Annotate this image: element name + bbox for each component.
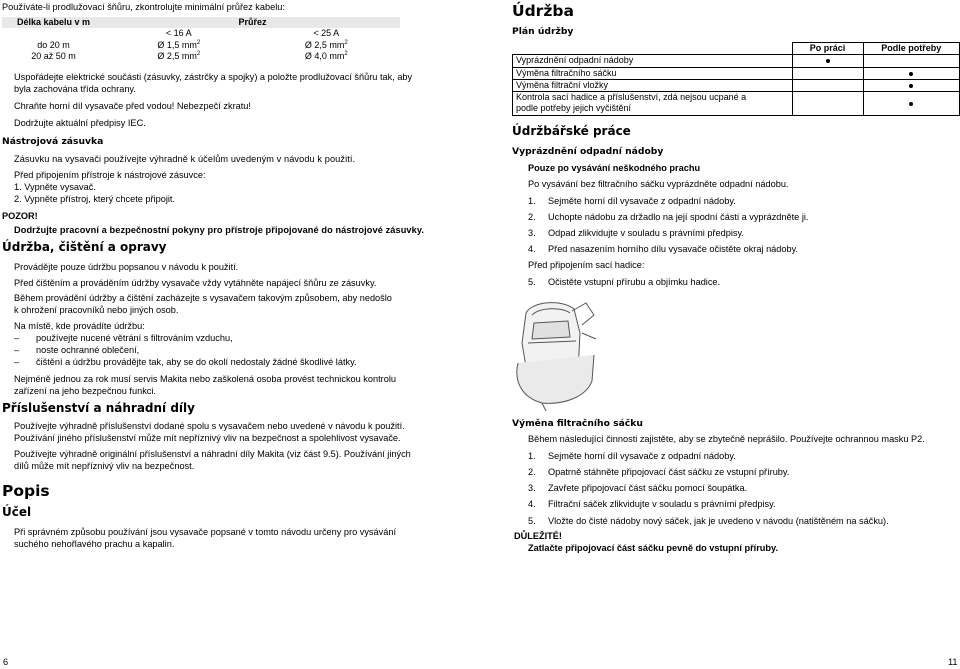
maint-dash-1: používejte nucené větrání s filtrováním vzduchu,: [36, 333, 233, 343]
cable-header-section: Průřez: [238, 17, 267, 27]
table-row: [513, 92, 960, 116]
bag-step-4: Filtrační sáček zlikvidujte v souladu s právními předpisy.: [548, 499, 776, 509]
maint-para-5b: zařízení na jeho bezpečnou funkci.: [14, 386, 156, 396]
table-row: [513, 67, 960, 79]
empty-step-2: Uchopte nádobu za držadlo na její spodní části a vyprázdněte ji.: [548, 212, 809, 222]
plan-header-needed: Podle potřeby: [863, 43, 960, 55]
cable-row2-len: 20 až 50 m: [31, 50, 76, 61]
socket-para-1: Zásuvku na vysavači používejte výhradně k účelům uvedeným v návodu k použití.: [14, 154, 356, 164]
dash-3: –: [14, 357, 20, 367]
cable-sub-25a: < 25 A: [313, 28, 340, 39]
step-num: 4.: [528, 244, 536, 254]
socket-para-2: Před připojením přístroje k nástrojové zásuvce:: [14, 170, 206, 180]
para-layout-b: byla zachována třída ochrany.: [14, 84, 136, 94]
bag-step-1: Sejměte horní díl vysavače z odpadní nádoby.: [548, 451, 736, 461]
step-num: 5.: [528, 516, 536, 526]
acc-para-1a: Používejte výhradně příslušenství dodané spolu s vysavačem nebo uvedené v návodu k použití.: [14, 421, 405, 431]
vacuum-illustration-icon: [512, 293, 602, 411]
cable-row2-b: Ø 4,0 $mm^2$: [304, 50, 348, 61]
right-title: Údržba: [512, 2, 574, 20]
bag-step-5: Vložte do čisté nádoby nový sáček, jak je uvedeno v návodu (natištěném na sáčku).: [548, 516, 889, 526]
maint-para-4: Na místě, kde provádíte údržbu:: [14, 321, 145, 331]
step-num: 5.: [528, 277, 536, 287]
empty-step-5: Očistěte vstupní přírubu a objímku hadice.: [548, 277, 721, 287]
para-water-warning: Chraňte horní díl vysavače před vodou! Nebezpečí zkratu!: [14, 101, 251, 111]
acc-para-2b: dílů může mít nepříznivý vliv na bezpečnost.: [14, 461, 195, 471]
maint-para-1: Provádějte pouze údržbu popsanou v návodu k použití.: [14, 262, 239, 272]
maintenance-plan-table: [512, 42, 960, 116]
acc-para-2a: Používejte výhradně originální příslušenství a náhradní díly Makita (viz část 9.5). Používání jiných: [14, 449, 411, 459]
maint-dash-3: čištění a údržbu provádějte tak, aby se do okolí nedostaly žádné škodlivé látky.: [36, 357, 357, 367]
plan-header-after: Po práci: [792, 43, 863, 55]
maint-work-title: Údržbářské práce: [512, 124, 631, 138]
step-num: 2.: [528, 212, 536, 222]
plan-title: Plán údržby: [512, 26, 574, 37]
para-layout-a: Uspořádejte elektrické součásti (zásuvky, zástrčky a spojky) a položte prodlužovací šňůru tak, aby: [14, 72, 413, 82]
plan-row-label: Výměna filtračního sáčku: [513, 67, 793, 79]
maint-title: Údržba, čištění a opravy: [2, 240, 167, 254]
plan-row-label: Vyprázdnění odpadní nádoby: [513, 55, 793, 67]
pozor-label: POZOR!: [2, 211, 38, 221]
acc-title: Příslušenství a náhradní díly: [2, 401, 195, 415]
empty-step-4: Před nasazením horního dílu vysavače očistěte okraj nádoby.: [548, 244, 799, 254]
cable-row1-b: Ø 2,5 $mm^2$: [304, 39, 348, 50]
socket-step-1: 1. Vypněte vysavač.: [14, 182, 96, 192]
cable-row1-len: do 20 m: [37, 39, 70, 50]
bag-para: Během následující činnosti zajistěte, aby se zbytečně neprášilo. Používejte ochrannou masku P2.: [528, 434, 925, 444]
empty-subtitle: Pouze po vysávání neškodného prachu: [528, 163, 701, 173]
bullet-dot: [909, 72, 913, 76]
intro-text: Používáte-li prodlužovací šňůru, zkontrolujte minimální průřez kabelu:: [2, 2, 285, 12]
empty-para: Po vysávání bez filtračního sáčku vyprázdněte odpadní nádobu.: [528, 179, 789, 189]
cable-row1-a: Ø 1,5 $mm^2$: [157, 39, 201, 50]
table-row: [513, 55, 960, 67]
empty-step-3: Odpad zlikvidujte v souladu s právními předpisy.: [548, 228, 744, 238]
bag-step-3: Zavřete připojovací část sáčku pomocí šoupátka.: [548, 483, 748, 493]
cable-row2-a: Ø 2,5 $mm^2$: [157, 50, 201, 61]
socket-title: Nástrojová zásuvka: [2, 136, 104, 147]
para-iec: Dodržujte aktuální předpisy IEC.: [14, 118, 146, 128]
pozor-text: Dodržujte pracovní a bezpečnostní pokyny pro přístroje připojované do nástrojové zásuvky.: [14, 225, 424, 235]
ucel-title: Účel: [2, 505, 32, 519]
bullet-dot: [909, 84, 913, 88]
step-num: 1.: [528, 196, 536, 206]
maint-para-3a: Během provádění údržby a čištění zacházejte s vysavačem takovým způsobem, aby nedošlo: [14, 293, 392, 303]
ucel-para-a: Při správném způsobu používání jsou vysavače popsané v tomto návodu určeny pro vysávání: [14, 527, 397, 537]
page-number-right: 11: [948, 657, 958, 667]
table-row: [513, 79, 960, 91]
cable-sub-16a: < 16 A: [165, 28, 192, 39]
step-num: 2.: [528, 467, 536, 477]
cable-header-length: Délka kabelu v m: [16, 17, 91, 27]
ucel-para-b: suchého nehořlavého prachu a kapalin.: [14, 539, 175, 549]
step-num: 3.: [528, 483, 536, 493]
step-num: 4.: [528, 499, 536, 509]
before-connect-text: Před připojením sací hadice:: [528, 260, 645, 270]
bag-title: Výměna filtračního sáčku: [512, 418, 643, 429]
bullet-dot: [826, 59, 830, 63]
popis-title: Popis: [2, 482, 50, 500]
step-num: 3.: [528, 228, 536, 238]
plan-row-label: Výměna filtrační vložky: [513, 79, 793, 91]
plan-row-label: Kontrola sací hadice a příslušenství, zdá nejsou ucpané a podle potřeby jejich vyčištění: [513, 92, 793, 116]
empty-title: Vyprázdnění odpadní nádoby: [512, 146, 664, 157]
maint-para-3b: k ohrožení pracovníků nebo jiných osob.: [14, 305, 179, 315]
acc-para-1b: Používání jiného příslušenství může mít nepříznivý vliv na bezpečnost a spolehlivost vysavače.: [14, 433, 401, 443]
important-text: Zatlačte připojovací část sáčku pevně do vstupní příruby.: [528, 543, 779, 553]
step-num: 1.: [528, 451, 536, 461]
socket-step-2: 2. Vypněte přístroj, který chcete připojit.: [14, 194, 176, 204]
vacuum-illustration: [512, 293, 602, 411]
dash-1: –: [14, 333, 20, 343]
page-number-left: 6: [3, 657, 9, 667]
maint-dash-2: noste ochranné oblečení,: [36, 345, 140, 355]
empty-step-1: Sejměte horní díl vysavače z odpadní nádoby.: [548, 196, 736, 206]
maint-para-2: Před čištěním a prováděním údržby vysavače vždy vytáhněte napájecí šňůru ze zásuvky.: [14, 278, 377, 288]
bullet-dot: [909, 102, 913, 106]
cable-table: [2, 17, 400, 62]
maint-para-5a: Nejméně jednou za rok musí servis Makita nebo zaškolená osoba provést technickou kontrolu: [14, 374, 396, 384]
dash-2: –: [14, 345, 20, 355]
important-label: DŮLEŽITÉ!: [514, 531, 562, 541]
bag-step-2: Opatrně stáhněte připojovací část sáčku ze vstupní příruby.: [548, 467, 790, 477]
